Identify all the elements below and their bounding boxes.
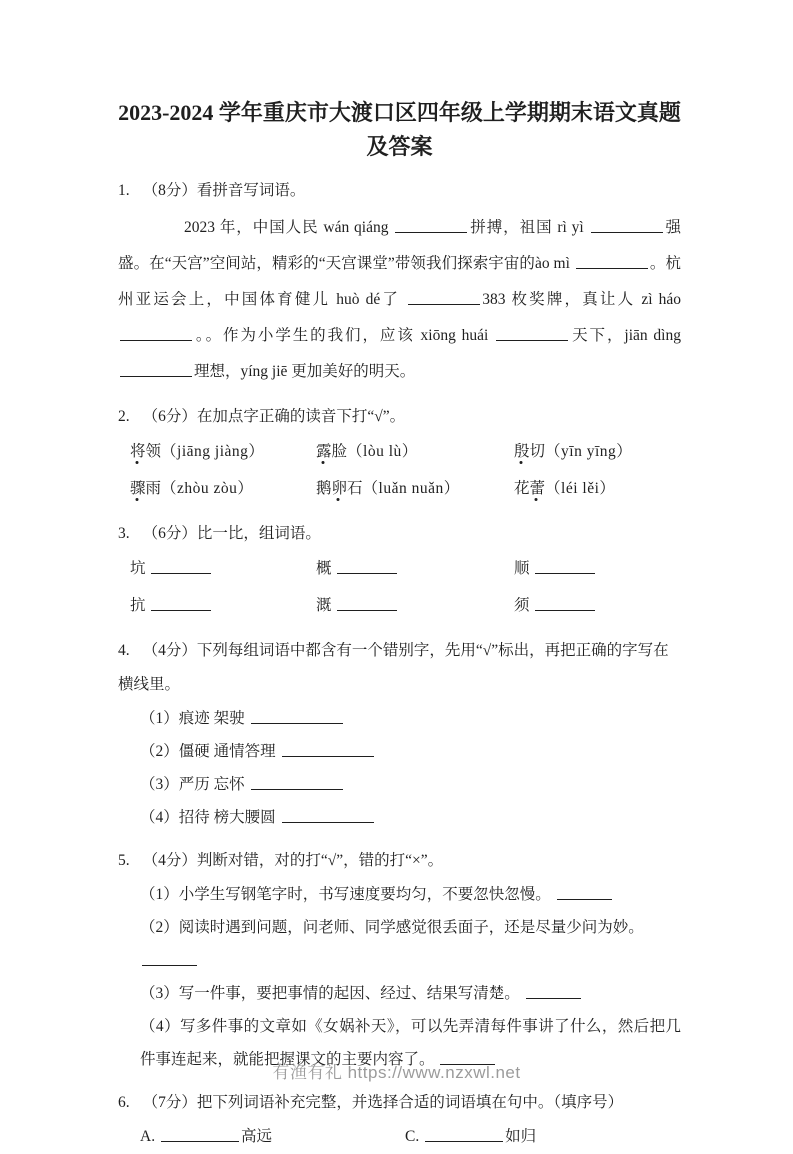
list-item [140, 702, 681, 735]
option-suffix: 如归 [505, 1128, 537, 1146]
q2-word-grid [130, 434, 681, 507]
question-1 [118, 174, 681, 390]
question-3 [118, 517, 681, 624]
fill-blank [408, 290, 480, 305]
list-item [140, 801, 681, 834]
fill-blank [337, 559, 397, 574]
question-5 [118, 844, 681, 1076]
page-title-line2: 及答案 [366, 134, 433, 160]
option-label: C. [405, 1128, 420, 1146]
word-pre: 鹅 [316, 480, 332, 498]
dotted-word-item [514, 471, 681, 507]
question-header-text: （7分）把下列词语补充完整，并选择合适的词语填在句中。（填序号） [142, 1094, 624, 1112]
compare-char-item [316, 588, 514, 624]
fill-blank [282, 808, 374, 823]
q3-word-grid [130, 551, 681, 624]
fill-blank [251, 709, 343, 724]
compare-char-item [514, 588, 681, 624]
fill-blank [576, 254, 648, 269]
question-1-header [118, 174, 681, 208]
text-run: 。杭州亚运会上，中国体育健儿 huò dé了 [118, 255, 681, 309]
question-number: 6. [118, 1094, 130, 1112]
fill-blank [591, 218, 663, 233]
item-text: （4）招待 榜大腰圆 [140, 809, 276, 827]
char: 溉 [316, 597, 332, 615]
q1-pinyin-paragraph: 2023 年，中国人民 wán qiáng 拼搏，祖国 rì yì 强盛。在“天宫”空间站，精彩的“天宫课堂”带领我们探索宇宙的ào mì 。杭州亚运会上，中国体育健儿 huò dé了 383 枚奖牌，真让人 zì háo 。。作为小学生的我们，应该 xiōng huái 天下，jiān dìng 理想，yíng jiē 更加美好的明天。 [118, 219, 681, 381]
pinyin: （zhòu zòu） [161, 480, 254, 498]
question-header-text: （4分）下列每组词语中都含有一个错别字，先用“√”标出，再把正确的字写在横线里。 [118, 642, 669, 694]
question-header-text: （4分）判断对错，对的打“√”，错的打“×”。 [142, 852, 444, 870]
dotted-char: 露 [316, 443, 332, 461]
char: 坑 [130, 560, 146, 578]
dotted-char: 骤 [130, 480, 146, 498]
fill-blank [120, 326, 192, 341]
fill-blank [496, 326, 568, 341]
item-text: （2）阅读时遇到问题，问老师、同学感觉很丢面子，还是尽量少问为妙。 [140, 919, 644, 937]
question-number: 4. [118, 642, 130, 660]
pinyin: （luǎn nuǎn） [362, 480, 460, 498]
question-6 [118, 1086, 681, 1154]
question-5-header [118, 844, 681, 878]
fill-blank [151, 559, 211, 574]
item-text: （2）僵硬 通情答理 [140, 743, 276, 761]
text-run: 拼搏，祖国 rì yì [469, 219, 584, 237]
item-text: （1）痕迹 架驶 [140, 710, 245, 728]
list-item [140, 735, 681, 768]
dotted-word-item [316, 434, 514, 470]
pinyin: （lòu lù） [347, 443, 418, 461]
dotted-char: 卵 [331, 480, 348, 498]
char: 顺 [514, 560, 530, 578]
dotted-word-item [316, 471, 514, 507]
fill-blank [535, 559, 595, 574]
dotted-word-item [130, 434, 316, 470]
page-title-line1: 2023-2024 学年重庆市大渡口区四年级上学期期末语文真题 [118, 100, 681, 125]
fill-blank [557, 885, 612, 900]
text-run: 383 枚奖牌，真让人 zì háo [482, 291, 681, 309]
fill-blank [151, 596, 211, 611]
dotted-word-item [514, 434, 681, 470]
list-item [140, 977, 681, 1010]
question-4 [118, 634, 681, 834]
word-post: 脸 [331, 443, 348, 461]
word-post: 雨 [145, 480, 162, 498]
pinyin: （léi lěi） [545, 480, 616, 498]
text-run: 理想，yíng jiē 更加美好的明天。 [194, 363, 416, 381]
question-header-text: （6分）比一比，组词语。 [142, 525, 321, 543]
compare-char-item [514, 551, 681, 587]
text-run: 2023 年，中国人民 wán qiáng [184, 219, 389, 237]
item-text: （4）写多件事的文章如《女娲补天》，可以先弄清每件事讲了什么，然后把几件事连起来，就能把握课文的主要内容了。 [140, 1018, 681, 1069]
pinyin: （jiāng jiàng） [161, 443, 265, 461]
fill-blank [161, 1127, 239, 1142]
word-post: 领 [145, 443, 162, 461]
fill-blank [142, 951, 197, 966]
option-suffix: 高远 [240, 1128, 272, 1146]
fill-blank [251, 775, 343, 790]
question-header-text: （6分）在加点字正确的读音下打“√”。 [142, 408, 406, 426]
option-item [405, 1120, 681, 1154]
item-text: （3）写一件事，要把事情的起因、经过、结果写清楚。 [140, 985, 520, 1003]
watermark-footer: 有渔有礼 https://www.nzxwl.net [272, 1063, 521, 1082]
char: 概 [316, 560, 332, 578]
q5-items [140, 878, 681, 1076]
text-run: 天下，jiān dìng [570, 327, 681, 345]
fill-blank [395, 218, 467, 233]
fill-blank [120, 362, 192, 377]
dotted-word-item [130, 471, 316, 507]
question-6-header [118, 1086, 681, 1120]
question-number: 1. [118, 182, 130, 200]
word-post: 石 [347, 480, 363, 498]
list-item [140, 768, 681, 801]
q4-items [140, 702, 681, 834]
word-pre: 花 [514, 480, 530, 498]
question-number: 5. [118, 852, 130, 870]
question-number: 2. [118, 408, 130, 426]
fill-blank [337, 596, 397, 611]
text-run: 。作为小学生的我们，应该 xiōng huái [205, 327, 489, 345]
page-title [118, 96, 681, 164]
compare-char-item [130, 551, 316, 587]
dotted-char: 将 [130, 443, 146, 461]
question-2 [118, 400, 681, 507]
text-run: 强盛。在“天宫”空间站，精彩的“天宫课堂”带领我们探索宇宙的ào mì [118, 219, 681, 273]
q6-options [140, 1120, 681, 1154]
compare-char-item [130, 588, 316, 624]
fill-blank [535, 596, 595, 611]
word-post: 切 [529, 443, 546, 461]
question-number: 3. [118, 525, 130, 543]
char: 须 [514, 597, 530, 615]
list-item [140, 878, 681, 911]
dotted-char: 殷 [514, 443, 530, 461]
question-header-text: （8分）看拼音写词语。 [142, 182, 306, 200]
option-label: A. [140, 1128, 156, 1146]
fill-blank [425, 1127, 503, 1142]
dotted-char: 蕾 [529, 480, 546, 498]
pinyin: （yīn yīng） [545, 443, 633, 461]
compare-char-item [316, 551, 514, 587]
question-4-header [118, 634, 681, 702]
question-2-header [118, 400, 681, 434]
fill-blank [526, 984, 581, 999]
list-item [140, 911, 681, 977]
char: 抗 [130, 597, 146, 615]
item-text: （3）严历 忘怀 [140, 776, 245, 794]
option-item [140, 1120, 405, 1154]
item-text: （1）小学生写钢笔字时，书写速度要均匀，不要忽快忽慢。 [140, 886, 551, 904]
fill-blank [282, 742, 374, 757]
question-3-header [118, 517, 681, 551]
